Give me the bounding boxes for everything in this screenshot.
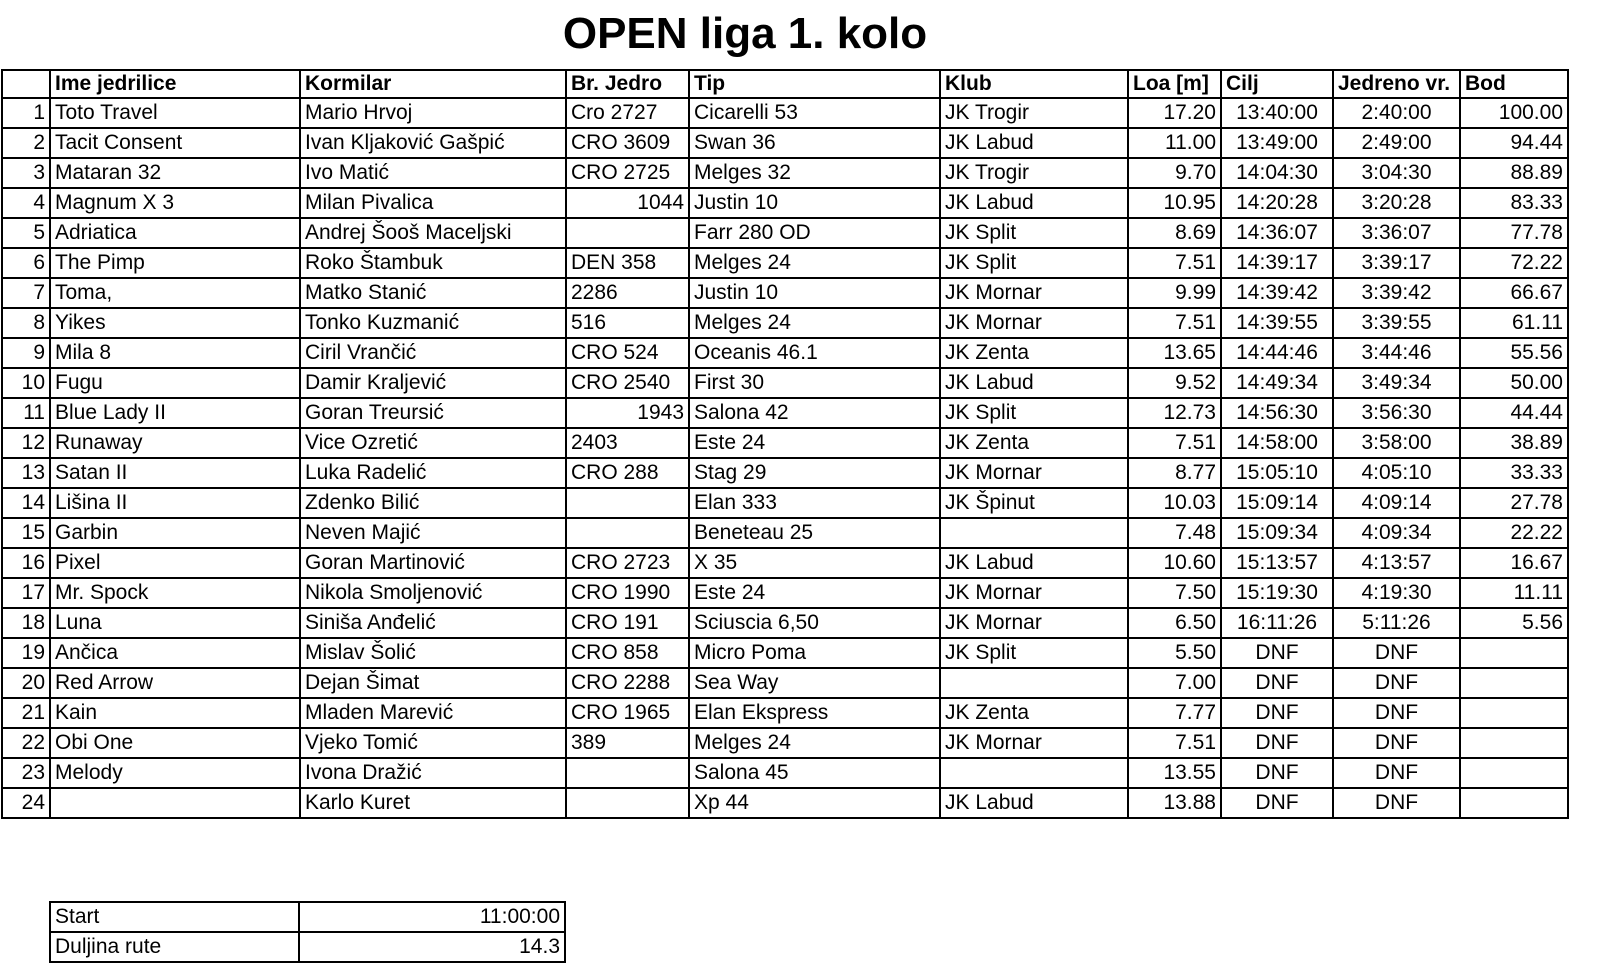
cell-finish: 14:44:46: [1221, 338, 1333, 368]
cell-club: JK Labud: [940, 188, 1128, 218]
table-row: [2, 218, 1568, 248]
cell-points: 11.11: [1460, 578, 1568, 608]
cell-sail-number: CRO 2540: [566, 368, 689, 398]
cell-elapsed: 3:44:46: [1333, 338, 1460, 368]
cell-club: JK Trogir: [940, 98, 1128, 128]
cell-sail-number: [566, 518, 689, 548]
cell-finish: DNF: [1221, 698, 1333, 728]
cell-points: 88.89: [1460, 158, 1568, 188]
cell-no: 23: [2, 758, 50, 788]
cell-finish: DNF: [1221, 758, 1333, 788]
cell-no: 10: [2, 368, 50, 398]
cell-finish: DNF: [1221, 668, 1333, 698]
cell-type: Melges 24: [689, 248, 940, 278]
cell-club: [940, 668, 1128, 698]
cell-elapsed: 3:39:55: [1333, 308, 1460, 338]
table-row: [2, 128, 1568, 158]
cell-skipper: Goran Martinović: [300, 548, 566, 578]
cell-loa: 7.51: [1128, 428, 1221, 458]
cell-sail-number: CRO 524: [566, 338, 689, 368]
cell-sail-number: [566, 218, 689, 248]
cell-type: Justin 10: [689, 188, 940, 218]
table-row: [2, 248, 1568, 278]
cell-no: 12: [2, 428, 50, 458]
header-points: Bod: [1460, 70, 1568, 98]
cell-loa: 7.48: [1128, 518, 1221, 548]
cell-loa: 10.60: [1128, 548, 1221, 578]
cell-club: JK Mornar: [940, 728, 1128, 758]
cell-boat-name: Garbin: [50, 518, 300, 548]
cell-boat-name: Mataran 32: [50, 158, 300, 188]
cell-club: JK Mornar: [940, 308, 1128, 338]
table-row: [2, 518, 1568, 548]
cell-loa: 11.00: [1128, 128, 1221, 158]
table-row: [2, 398, 1568, 428]
summary-value: 14.3: [299, 932, 565, 962]
cell-skipper: Damir Kraljević: [300, 368, 566, 398]
cell-loa: 17.20: [1128, 98, 1221, 128]
cell-points: 72.22: [1460, 248, 1568, 278]
cell-boat-name: Mila 8: [50, 338, 300, 368]
cell-boat-name: Toma,: [50, 278, 300, 308]
cell-type: Stag 29: [689, 458, 940, 488]
cell-sail-number: CRO 191: [566, 608, 689, 638]
cell-elapsed: 2:49:00: [1333, 128, 1460, 158]
cell-finish: 14:56:30: [1221, 398, 1333, 428]
table-row: [2, 368, 1568, 398]
cell-type: Sea Way: [689, 668, 940, 698]
table-row: [2, 698, 1568, 728]
cell-points: 77.78: [1460, 218, 1568, 248]
cell-skipper: Mislav Šolić: [300, 638, 566, 668]
cell-boat-name: Adriatica: [50, 218, 300, 248]
cell-loa: 10.03: [1128, 488, 1221, 518]
cell-finish: DNF: [1221, 728, 1333, 758]
cell-type: Justin 10: [689, 278, 940, 308]
cell-loa: 8.77: [1128, 458, 1221, 488]
cell-no: 20: [2, 668, 50, 698]
cell-club: JK Split: [940, 248, 1128, 278]
cell-skipper: Nikola Smoljenović: [300, 578, 566, 608]
cell-boat-name: The Pimp: [50, 248, 300, 278]
cell-elapsed: 3:56:30: [1333, 398, 1460, 428]
cell-loa: 8.69: [1128, 218, 1221, 248]
cell-loa: 13.65: [1128, 338, 1221, 368]
cell-boat-name: Magnum X 3: [50, 188, 300, 218]
cell-elapsed: 3:58:00: [1333, 428, 1460, 458]
cell-elapsed: 3:39:17: [1333, 248, 1460, 278]
cell-club: [940, 518, 1128, 548]
cell-points: 50.00: [1460, 368, 1568, 398]
table-row: [2, 638, 1568, 668]
cell-points: 38.89: [1460, 428, 1568, 458]
cell-points: 5.56: [1460, 608, 1568, 638]
cell-skipper: Andrej Šooš Maceljski: [300, 218, 566, 248]
cell-points: [1460, 788, 1568, 818]
cell-elapsed: DNF: [1333, 698, 1460, 728]
cell-loa: 13.55: [1128, 758, 1221, 788]
cell-boat-name: Lišina II: [50, 488, 300, 518]
table-row: [2, 308, 1568, 338]
cell-skipper: Tonko Kuzmanić: [300, 308, 566, 338]
cell-sail-number: [566, 758, 689, 788]
table-row: [2, 278, 1568, 308]
header-type: Tip: [689, 70, 940, 98]
cell-points: [1460, 728, 1568, 758]
cell-skipper: Ciril Vrančić: [300, 338, 566, 368]
cell-elapsed: 2:40:00: [1333, 98, 1460, 128]
cell-sail-number: 516: [566, 308, 689, 338]
cell-skipper: Vice Ozretić: [300, 428, 566, 458]
cell-type: Sciuscia 6,50: [689, 608, 940, 638]
table-row: [2, 458, 1568, 488]
cell-finish: 15:05:10: [1221, 458, 1333, 488]
cell-loa: 12.73: [1128, 398, 1221, 428]
cell-no: 9: [2, 338, 50, 368]
cell-boat-name: Blue Lady II: [50, 398, 300, 428]
cell-loa: 6.50: [1128, 608, 1221, 638]
table-row: [2, 428, 1568, 458]
cell-finish: 14:39:17: [1221, 248, 1333, 278]
cell-skipper: Goran Treursić: [300, 398, 566, 428]
table-row: [2, 98, 1568, 128]
cell-club: JK Mornar: [940, 578, 1128, 608]
cell-type: Micro Poma: [689, 638, 940, 668]
cell-type: Melges 32: [689, 158, 940, 188]
cell-boat-name: Kain: [50, 698, 300, 728]
cell-sail-number: 389: [566, 728, 689, 758]
cell-club: JK Split: [940, 218, 1128, 248]
cell-type: Salona 42: [689, 398, 940, 428]
cell-type: First 30: [689, 368, 940, 398]
cell-sail-number: CRO 288: [566, 458, 689, 488]
cell-finish: 15:09:14: [1221, 488, 1333, 518]
cell-finish: 14:58:00: [1221, 428, 1333, 458]
cell-club: JK Labud: [940, 788, 1128, 818]
cell-club: JK Split: [940, 638, 1128, 668]
cell-finish: 15:13:57: [1221, 548, 1333, 578]
cell-type: Cicarelli 53: [689, 98, 940, 128]
cell-sail-number: CRO 858: [566, 638, 689, 668]
table-row: [2, 728, 1568, 758]
cell-elapsed: 4:19:30: [1333, 578, 1460, 608]
cell-skipper: Ivona Dražić: [300, 758, 566, 788]
cell-sail-number: CRO 2288: [566, 668, 689, 698]
cell-elapsed: DNF: [1333, 758, 1460, 788]
cell-elapsed: 5:11:26: [1333, 608, 1460, 638]
header-elapsed: Jedreno vr.: [1333, 70, 1460, 98]
cell-no: 4: [2, 188, 50, 218]
cell-club: JK Zenta: [940, 698, 1128, 728]
cell-elapsed: 3:20:28: [1333, 188, 1460, 218]
cell-loa: 9.52: [1128, 368, 1221, 398]
cell-boat-name: Luna: [50, 608, 300, 638]
cell-no: 18: [2, 608, 50, 638]
cell-loa: 7.51: [1128, 248, 1221, 278]
table-row: [2, 188, 1568, 218]
summary-row: [50, 902, 565, 932]
table-row: [2, 608, 1568, 638]
cell-type: Elan Ekspress: [689, 698, 940, 728]
cell-finish: DNF: [1221, 638, 1333, 668]
cell-boat-name: Tacit Consent: [50, 128, 300, 158]
cell-no: 22: [2, 728, 50, 758]
cell-finish: 14:36:07: [1221, 218, 1333, 248]
cell-skipper: Roko Štambuk: [300, 248, 566, 278]
cell-skipper: Mladen Marević: [300, 698, 566, 728]
cell-skipper: Ivo Matić: [300, 158, 566, 188]
table-row: [2, 548, 1568, 578]
table-row: [2, 578, 1568, 608]
results-table: [1, 69, 1569, 819]
cell-club: JK Trogir: [940, 158, 1128, 188]
cell-sail-number: CRO 2723: [566, 548, 689, 578]
cell-type: X 35: [689, 548, 940, 578]
cell-type: Este 24: [689, 578, 940, 608]
cell-skipper: Ivan Kljaković Gašpić: [300, 128, 566, 158]
cell-points: 16.67: [1460, 548, 1568, 578]
cell-sail-number: DEN 358: [566, 248, 689, 278]
cell-club: JK Labud: [940, 128, 1128, 158]
summary-table: [49, 901, 566, 963]
cell-no: 5: [2, 218, 50, 248]
cell-elapsed: 3:49:34: [1333, 368, 1460, 398]
cell-type: Oceanis 46.1: [689, 338, 940, 368]
cell-club: JK Špinut: [940, 488, 1128, 518]
cell-sail-number: CRO 1965: [566, 698, 689, 728]
cell-boat-name: Red Arrow: [50, 668, 300, 698]
cell-finish: 14:39:55: [1221, 308, 1333, 338]
cell-type: Melges 24: [689, 308, 940, 338]
cell-finish: 13:40:00: [1221, 98, 1333, 128]
cell-finish: 16:11:26: [1221, 608, 1333, 638]
cell-finish: 15:09:34: [1221, 518, 1333, 548]
header-no: [2, 70, 50, 98]
cell-sail-number: 1044: [566, 188, 689, 218]
cell-no: 7: [2, 278, 50, 308]
header-loa: Loa [m]: [1128, 70, 1221, 98]
cell-club: JK Labud: [940, 368, 1128, 398]
table-row: [2, 788, 1568, 818]
cell-points: [1460, 638, 1568, 668]
cell-sail-number: [566, 788, 689, 818]
cell-points: 61.11: [1460, 308, 1568, 338]
cell-points: 55.56: [1460, 338, 1568, 368]
table-row: [2, 338, 1568, 368]
cell-boat-name: Ančica: [50, 638, 300, 668]
cell-club: JK Split: [940, 398, 1128, 428]
table-row: [2, 488, 1568, 518]
cell-loa: 13.88: [1128, 788, 1221, 818]
summary-label: Duljina rute: [50, 932, 299, 962]
cell-finish: 13:49:00: [1221, 128, 1333, 158]
cell-club: JK Mornar: [940, 458, 1128, 488]
cell-club: JK Zenta: [940, 338, 1128, 368]
cell-skipper: Karlo Kuret: [300, 788, 566, 818]
summary-value: 11:00:00: [299, 902, 565, 932]
cell-boat-name: Obi One: [50, 728, 300, 758]
cell-elapsed: 3:04:30: [1333, 158, 1460, 188]
header-club: Klub: [940, 70, 1128, 98]
cell-no: 6: [2, 248, 50, 278]
cell-loa: 7.00: [1128, 668, 1221, 698]
cell-elapsed: 3:39:42: [1333, 278, 1460, 308]
cell-finish: 14:04:30: [1221, 158, 1333, 188]
cell-boat-name: Mr. Spock: [50, 578, 300, 608]
cell-loa: 10.95: [1128, 188, 1221, 218]
header-skipper: Kormilar: [300, 70, 566, 98]
cell-elapsed: DNF: [1333, 668, 1460, 698]
cell-loa: 7.51: [1128, 728, 1221, 758]
cell-boat-name: Melody: [50, 758, 300, 788]
cell-no: 2: [2, 128, 50, 158]
cell-type: Melges 24: [689, 728, 940, 758]
cell-type: Swan 36: [689, 128, 940, 158]
cell-no: 1: [2, 98, 50, 128]
cell-sail-number: Cro 2727: [566, 98, 689, 128]
cell-finish: DNF: [1221, 788, 1333, 818]
summary-label: Start: [50, 902, 299, 932]
cell-points: 100.00: [1460, 98, 1568, 128]
cell-no: 3: [2, 158, 50, 188]
cell-skipper: Matko Stanić: [300, 278, 566, 308]
cell-skipper: Luka Radelić: [300, 458, 566, 488]
cell-finish: 15:19:30: [1221, 578, 1333, 608]
cell-elapsed: DNF: [1333, 638, 1460, 668]
cell-type: Xp 44: [689, 788, 940, 818]
cell-sail-number: 2286: [566, 278, 689, 308]
cell-type: Este 24: [689, 428, 940, 458]
summary-row: [50, 932, 565, 962]
cell-points: [1460, 758, 1568, 788]
cell-boat-name: [50, 788, 300, 818]
cell-skipper: Siniša Anđelić: [300, 608, 566, 638]
cell-finish: 14:39:42: [1221, 278, 1333, 308]
cell-sail-number: CRO 2725: [566, 158, 689, 188]
cell-points: 66.67: [1460, 278, 1568, 308]
cell-elapsed: 4:09:14: [1333, 488, 1460, 518]
cell-club: [940, 758, 1128, 788]
cell-club: JK Labud: [940, 548, 1128, 578]
cell-elapsed: 3:36:07: [1333, 218, 1460, 248]
cell-points: [1460, 698, 1568, 728]
cell-sail-number: 1943: [566, 398, 689, 428]
cell-points: 83.33: [1460, 188, 1568, 218]
cell-type: Beneteau 25: [689, 518, 940, 548]
header-boat-name: Ime jedrilice: [50, 70, 300, 98]
cell-no: 8: [2, 308, 50, 338]
cell-club: JK Mornar: [940, 608, 1128, 638]
cell-sail-number: [566, 488, 689, 518]
cell-points: 44.44: [1460, 398, 1568, 428]
cell-elapsed: DNF: [1333, 788, 1460, 818]
cell-skipper: Dejan Šimat: [300, 668, 566, 698]
cell-skipper: Milan Pivalica: [300, 188, 566, 218]
cell-boat-name: Yikes: [50, 308, 300, 338]
cell-boat-name: Fugu: [50, 368, 300, 398]
cell-no: 11: [2, 398, 50, 428]
cell-no: 19: [2, 638, 50, 668]
cell-boat-name: Pixel: [50, 548, 300, 578]
cell-boat-name: Runaway: [50, 428, 300, 458]
cell-type: Salona 45: [689, 758, 940, 788]
page-title: OPEN liga 1. kolo: [562, 9, 928, 58]
header-row: [2, 70, 1568, 98]
cell-loa: 7.51: [1128, 308, 1221, 338]
table-row: [2, 758, 1568, 788]
cell-sail-number: CRO 1990: [566, 578, 689, 608]
cell-finish: 14:20:28: [1221, 188, 1333, 218]
cell-no: 15: [2, 518, 50, 548]
cell-points: 33.33: [1460, 458, 1568, 488]
cell-type: Farr 280 OD: [689, 218, 940, 248]
cell-no: 21: [2, 698, 50, 728]
cell-boat-name: Toto Travel: [50, 98, 300, 128]
cell-elapsed: 4:13:57: [1333, 548, 1460, 578]
cell-no: 13: [2, 458, 50, 488]
cell-sail-number: CRO 3609: [566, 128, 689, 158]
cell-club: JK Mornar: [940, 278, 1128, 308]
cell-finish: 14:49:34: [1221, 368, 1333, 398]
cell-no: 17: [2, 578, 50, 608]
cell-no: 14: [2, 488, 50, 518]
cell-elapsed: DNF: [1333, 728, 1460, 758]
table-row: [2, 668, 1568, 698]
cell-elapsed: 4:09:34: [1333, 518, 1460, 548]
cell-skipper: Neven Majić: [300, 518, 566, 548]
table-row: [2, 158, 1568, 188]
cell-type: Elan 333: [689, 488, 940, 518]
cell-skipper: Vjeko Tomić: [300, 728, 566, 758]
cell-loa: 5.50: [1128, 638, 1221, 668]
cell-club: JK Zenta: [940, 428, 1128, 458]
header-sail-number: Br. Jedro: [566, 70, 689, 98]
cell-no: 16: [2, 548, 50, 578]
cell-loa: 9.99: [1128, 278, 1221, 308]
cell-loa: 7.50: [1128, 578, 1221, 608]
cell-sail-number: 2403: [566, 428, 689, 458]
cell-loa: 7.77: [1128, 698, 1221, 728]
cell-points: 22.22: [1460, 518, 1568, 548]
cell-boat-name: Satan II: [50, 458, 300, 488]
cell-points: [1460, 668, 1568, 698]
cell-points: 27.78: [1460, 488, 1568, 518]
cell-skipper: Mario Hrvoj: [300, 98, 566, 128]
cell-no: 24: [2, 788, 50, 818]
cell-loa: 9.70: [1128, 158, 1221, 188]
header-finish: Cilj: [1221, 70, 1333, 98]
cell-skipper: Zdenko Bilić: [300, 488, 566, 518]
cell-points: 94.44: [1460, 128, 1568, 158]
cell-elapsed: 4:05:10: [1333, 458, 1460, 488]
